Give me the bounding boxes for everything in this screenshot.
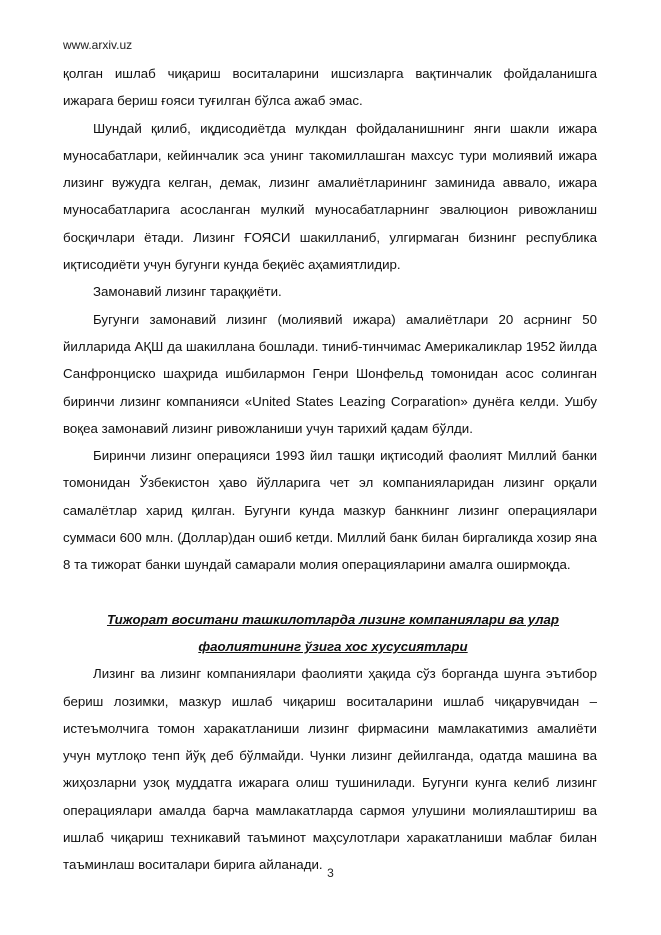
paragraph-4: Бугунги замонавий лизинг (молиявий ижара) амалиётлари 20 асрнинг 50 йилларида АҚШ да шакиллана бошлади. тиниб-тинчимас Америкаликлар 1952 йилда Санфронциско шаҳрида ишбилармон Генри Шонфельд томонидан асос солинган биринчи лизинг компанияси «United States Leazing Corparation» дунёга келди. Ушбу воқеа замонавий лизинг ривожланиши учун тарихий қадам бўлди. xyxy=(63,311,597,436)
page-number: 3 xyxy=(327,866,334,880)
paragraph-2: Шундай қилиб, иқдисодиётда мулкдан фойдаланишнинг янги шакли ижара муносабатлари, кейинчалик эса унинг такомиллашган махсус тури молиявий ижара лизинг вужудга келган, демак, лизинг амалиётларининг заминида аввало, ижара муносабатларига асосланган мулкий муносабатларнинг эвалюцион ривожланиш босқичлари ётади. Лизинг ҒОЯСИ шакилланиб, улгирмаган бизнинг республика иқтисодиёти учун бугунги кунда беқиёс аҳамиятлидир. xyxy=(63,120,597,273)
paragraph-6: Лизинг ва лизинг компаниялари фаолияти ҳақида сўз борганда шунга эътибор бериш лозимки, мазкур ишлаб чиқариш воситаларини ишлаб чиқарувчидан – истеъмолчига томон харакатланиши лизинг фирмасини мамлакатимиз амалиёти учун мутлоқо тенп йўқ деб бўлмайди. Чунки лизинг дейилганда, одатда машина ва жиҳозларни узоқ муддатга ижарага олиш тушинилади. Бугунги кунга келиб лизинг операциялари амалда барча мамлакатларда сармоя улушини молиялаштириш ва ишлаб чиқариш техникавий таъминот маҳсулотлари харакатланиши маблағ билан таъминлаш воситалари бирига айланади. xyxy=(63,666,597,873)
paragraph-5: Биринчи лизинг операцияси 1993 йил ташқи иқтисодий фаолият Миллий банки томонидан Ўзбекистон ҳаво йўлларига чет эл компанияларидан лизинг орқали самалётлар харид қилган. Бугунги кунда мазкур банкнинг лизинг операциялари суммаси 600 млн. (Доллар)дан ошиб кетди. Миллий банк билан биргаликда хозир яна 8 та тижорат банки шундай самарали молия операцияларини амалга оширмоқда. xyxy=(63,448,597,573)
paragraph-1: қолган ишлаб чиқариш воситаларини ишсизларга вақтинчалик фойдаланишга ижарага бериш ғояси туғилган бўлса ажаб эмас. xyxy=(63,66,597,109)
paragraph-3: Замонавий лизинг тараққиёти. xyxy=(93,284,282,300)
section-heading-line-1: Тижорат воситани ташкилотларда лизинг компаниялари ва улар xyxy=(106,611,560,627)
section-heading-line-2: фаолиятининг ўзига хос хусусиятлари xyxy=(198,638,468,654)
document-body xyxy=(63,60,597,879)
site-url[interactable]: www.arxiv.uz xyxy=(63,38,133,52)
section-heading xyxy=(63,606,597,661)
